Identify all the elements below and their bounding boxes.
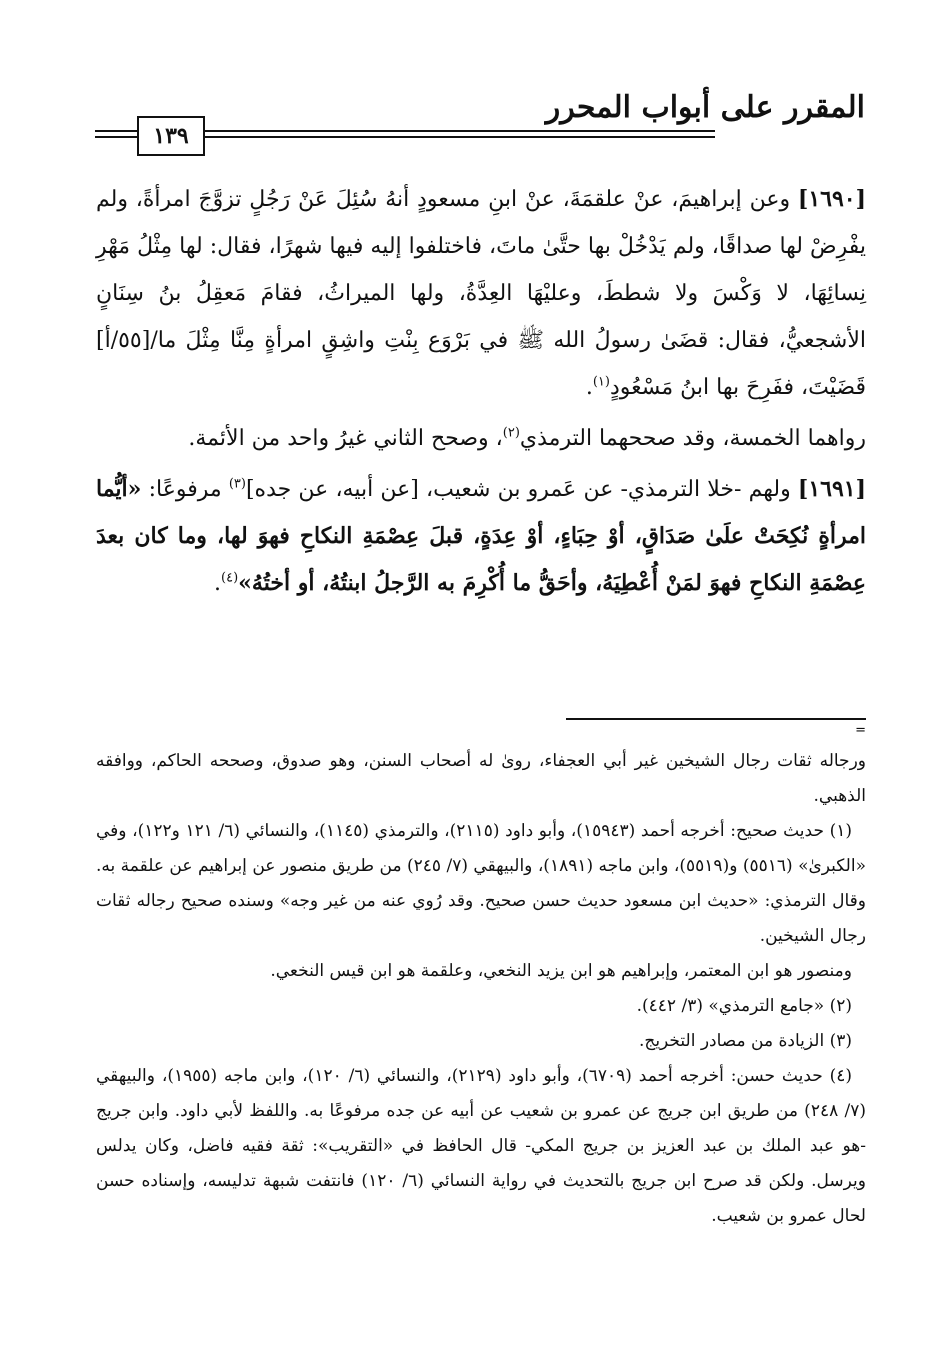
- hadith-1690: [96, 176, 866, 411]
- hadith-end: .: [214, 571, 222, 596]
- hadith-intro: ولهم -خلا الترمذي- عن عَمرو بن شعيب، [عن أبيه، عن جده]: [245, 477, 798, 502]
- book-title: المقرر على أبواب المحرر: [545, 90, 865, 125]
- page-header: [95, 86, 865, 158]
- continuation-mark: =: [855, 723, 866, 738]
- footnote-separator: [96, 714, 866, 738]
- narration-end: ، وصحح الثاني غيرُ واحد من الأئمة.: [188, 426, 503, 451]
- footnote-4: (٤) حديث حسن: أخرجه أحمد (٦٧٠٩)، وأبو داود (٢١٢٩)، والنسائي (٦/ ١٢٠)، وابن ماجه (١٩٥٥)، والبيهقي (٧/ ٢٤٨) من طريق ابن جريج عن عمرو بن شعيب عن أبيه عن جده مرفوعًا به. واللفظ لأبي داود. وابن جريج -هو عبد الملك بن عبد العزيز بن جريج المكي- قال الحافظ في «التقريب»: ثقة فقيه فاضل، وكان يدلس ويرسل. ولكن قد صرح ابن جريج بالتحديث في رواية النسائي (٦/ ١٢٠) فانتفت شبهة تدليسه، وإسناده حسن لحال عمرو بن شعيب.: [96, 1066, 866, 1226]
- narration-text: رواهما الخمسة، وقد صححهما الترمذي: [519, 426, 866, 451]
- footnote-ref: (١): [592, 374, 610, 390]
- footnotes: [96, 744, 866, 1234]
- hadith-number: [١٦٩٠]: [797, 186, 866, 212]
- main-text: [96, 176, 866, 607]
- hadith-text: وعن إبراهيمَ، عنْ علقمَةَ، عنْ ابنِ مسعودٍ أنهُ سُئِلَ عَنْ رَجُلٍ تزوَّجَ امرأةً، ولم يفْرِضْ لها صداقًا، ولم يَدْخُلْ بها حتَّىٰ ماتَ، فاختلفوا إليه فيها شهرًا، فقال: لها مِثْلُ مَهْرِ نِسائِهَا، لا وَكْسَ ولا شططَ، وعليْهَا العِدَّةُ، ولها الميراثُ، فقامَ مَعقِلُ بنُ سِنَانٍ الأشجعيُّ، فقال: قضَىٰ رسولُ الله ﷺ في بَرْوَع بِنْتِ واشِقٍ امرأةٍ مِنَّا مِثْلَ ما/[٥٥/أ] قَضَيْتَ، ففَرِحَ بها ابنُ مَسْعُودٍ: [96, 187, 866, 400]
- hadith-1691: [96, 466, 866, 607]
- footnote-2: (٢) «جامع الترمذي» (٣/ ٤٤٢).: [636, 996, 852, 1016]
- marfu-label: مرفوعًا:: [141, 477, 229, 502]
- separator-line: [566, 718, 866, 720]
- footnote-1: (١) حديث صحيح: أخرجه أحمد (١٥٩٤٣)، وأبو داود (٢١١٥)، والترمذي (١١٤٥)، والنسائي (٦/ ١٢١ و١٢٢)، وفي «الكبرىٰ» (٥٥١٦) و(٥٥١٩)، وابن ماجه (١٨٩١)، والبيهقي (٧/ ٢٤٥) من طريق منصور عن إبراهيم عن علقمة به. وقال الترمذي: «حديث ابن مسعود حديث حسن صحيح. وقد رُوي عنه من غير وجه» وسنده صحيح رجاله ثقات رجال الشيخين.: [96, 821, 866, 946]
- footnote-ref: (٣): [228, 476, 246, 492]
- hadith-quote: «أيُّما امرأةٍ نُكِحَتْ علَىٰ صَدَاقٍ، أوْ حِبَاءٍ، أوْ عِدَةٍ، قبلَ عِصْمَةِ النكاحِ فهوَ لها، وما كان بعدَ عِصْمَةِ النكاحِ فهوَ لمَنْ أُعْطِيَهُ، وأحَقُّ ما أُكْرِمَ به الرَّجلُ ابنتُهُ، أو أختُهُ»: [96, 476, 866, 596]
- hadith-end: .: [585, 375, 593, 400]
- footnote-3: (٣) الزيادة من مصادر التخريج.: [638, 1031, 852, 1051]
- page-number: ١٣٩: [137, 116, 205, 156]
- footnote-ref: (٢): [502, 425, 520, 441]
- footnote-ref: (٤): [221, 570, 239, 586]
- footnote-1-extra: ومنصور هو ابن المعتمر، وإبراهيم هو ابن يزيد النخعي، وعلقمة هو ابن قيس النخعي.: [270, 961, 852, 981]
- narration-note: [96, 415, 866, 462]
- footnote-continuation: ورجاله ثقات رجال الشيخين غير أبي العجفاء، روىٰ له أصحاب السنن، وهو صدوق، وصححه الحاكم، ووافقه الذهبي.: [96, 751, 866, 806]
- hadith-number: [١٦٩١]: [797, 476, 866, 502]
